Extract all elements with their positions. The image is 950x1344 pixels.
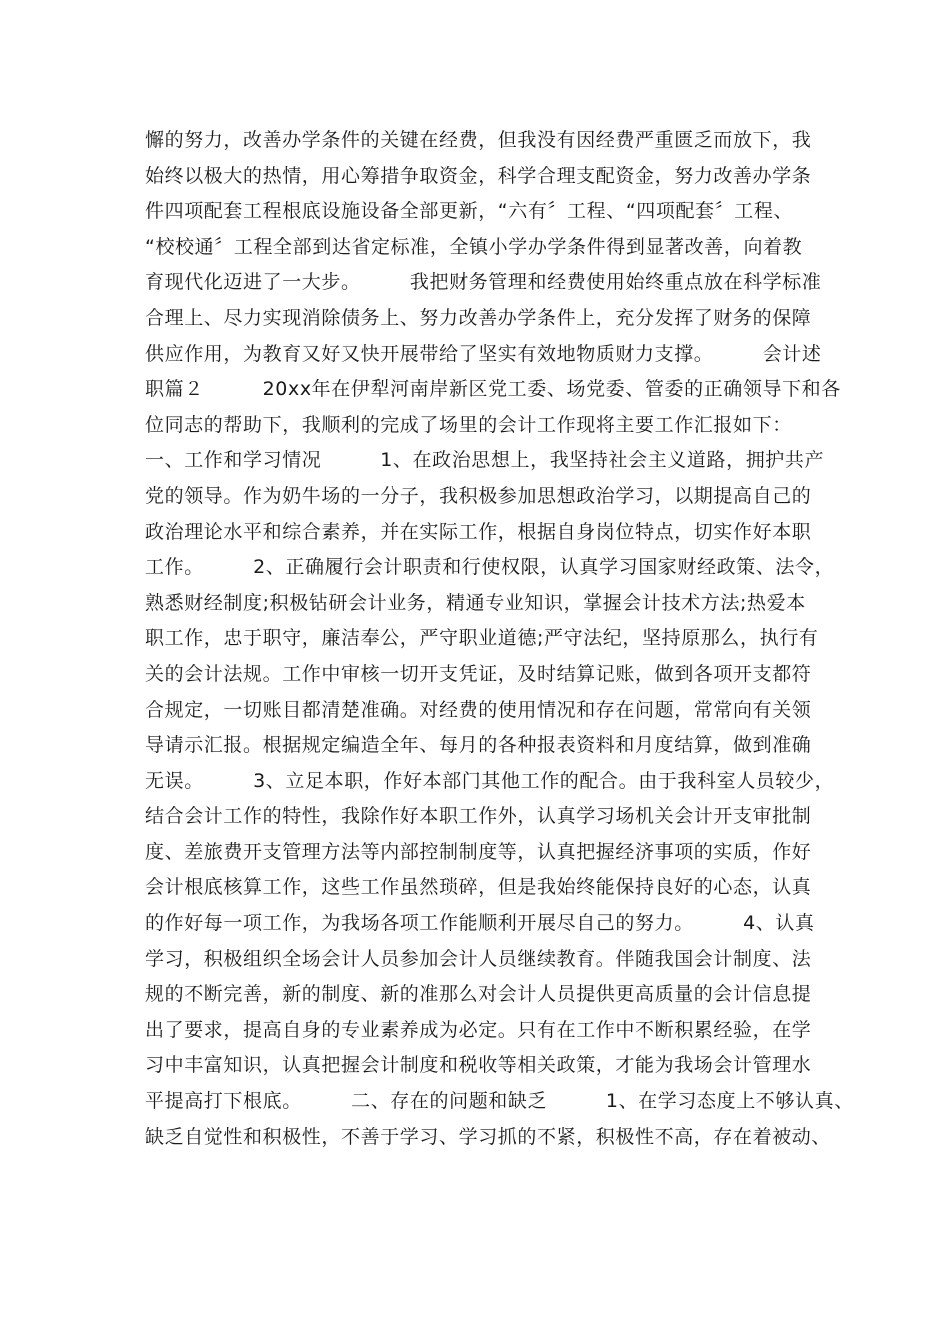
text-line: 政治理论水平和综合素养，并在实际工作，根据自身岗位特点，切实作好本职	[145, 520, 812, 543]
text-line: 熟悉财经制度;积极钻研会计业务，精通专业知识，掌握会计技术方法;热爱本	[145, 591, 806, 614]
text-line: 合理上、尽力实现消除债务上、努力改善办学条件上，充分发挥了财务的保障	[145, 306, 812, 329]
text-line: 无误。 3、立足本职，作好本部门其他工作的配合。由于我科室人员较少，	[145, 769, 835, 792]
text-line: 位同志的帮助下，我顺利的完成了场里的会计工作现将主要工作汇报如下：	[145, 413, 792, 436]
text-line: 关的会计法规。工作中审核一切开支凭证，及时结算记账，做到各项开支都符	[145, 662, 812, 685]
text-line: 件四项配套工程根底设施设备全部更新，“六有〞工程、“四项配套〞工程、	[145, 200, 794, 223]
text-line: 党的领导。作为奶牛场的一分子，我积极参加思想政治学习，以期提高自己的	[145, 484, 812, 507]
text-line: 始终以极大的热情，用心筹措争取资金，科学合理支配资金，努力改善办学条	[145, 164, 812, 187]
text-line: 一、工作和学习情况 1、在政治思想上，我坚持社会主义道路，拥护共产	[145, 449, 825, 472]
text-line: 供应作用，为教育又好又快开展带给了坚实有效地物质财力支撑。 会计述	[145, 342, 822, 365]
text-line: 职工作，忠于职守，廉洁奉公，严守职业道德;严守法纪，坚持原那么，执行有	[145, 627, 819, 650]
text-line: 度、差旅费开支管理方法等内部控制制度等，认真把握经济事项的实质，作好	[145, 840, 812, 863]
text-line: 会计根底核算工作，这些工作虽然琐碎，但是我始终能保持良好的心态，认真	[145, 876, 812, 899]
text-line: 合规定，一切账目都清楚准确。对经费的使用情况和存在问题，常常向有关领	[145, 698, 812, 721]
text-line: 的作好每一项工作，为我场各项工作能顺利开展尽自己的努力。 4、认真	[145, 912, 815, 935]
text-line: 缺乏自觉性和积极性，不善于学习、学习抓的不紧，积极性不高，存在着被动、	[145, 1125, 832, 1148]
text-line: 学习，积极组织全场会计人员参加会计人员继续教育。伴随我国会计制度、法	[145, 947, 812, 970]
text-line: 工作。 2、正确履行会计职责和行使权限，认真学习国家财经政策、法令，	[145, 556, 835, 579]
text-line: 规的不断完善，新的制度、新的准那么对会计人员提供更高质量的会计信息提	[145, 983, 812, 1006]
text-line: 出了要求，提高自身的专业素养成为必定。只有在工作中不断积累经验，在学	[145, 1018, 812, 1041]
text-line: “校校通〞工程全部到达省定标准，全镇小学办学条件得到显著改善，向着教	[145, 235, 803, 258]
text-line: 习中丰富知识，认真把握会计制度和税收等相关政策，才能为我场会计管理水	[145, 1054, 812, 1077]
body-text	[145, 123, 854, 1155]
text-line: 结合会计工作的特性，我除作好本职工作外，认真学习场机关会计开支审批制	[145, 805, 812, 828]
text-line: 懈的努力，改善办学条件的关键在经费，但我没有因经费严重匮乏而放下，我	[145, 129, 812, 151]
text-line: 平提高打下根底。 二、存在的问题和缺乏 1、在学习态度上不够认真、	[145, 1090, 854, 1113]
text-line: 育现代化迈进了一大步。 我把财务管理和经费使用始终重点放在科学标准	[145, 271, 822, 294]
text-line: 导请示汇报。根据规定编造全年、每月的各种报表资料和月度结算，做到准确	[145, 734, 812, 757]
text-line: 职篇２ 20xx年在伊犁河南岸新区党工委、场党委、管委的正确领导下和各	[145, 378, 841, 401]
